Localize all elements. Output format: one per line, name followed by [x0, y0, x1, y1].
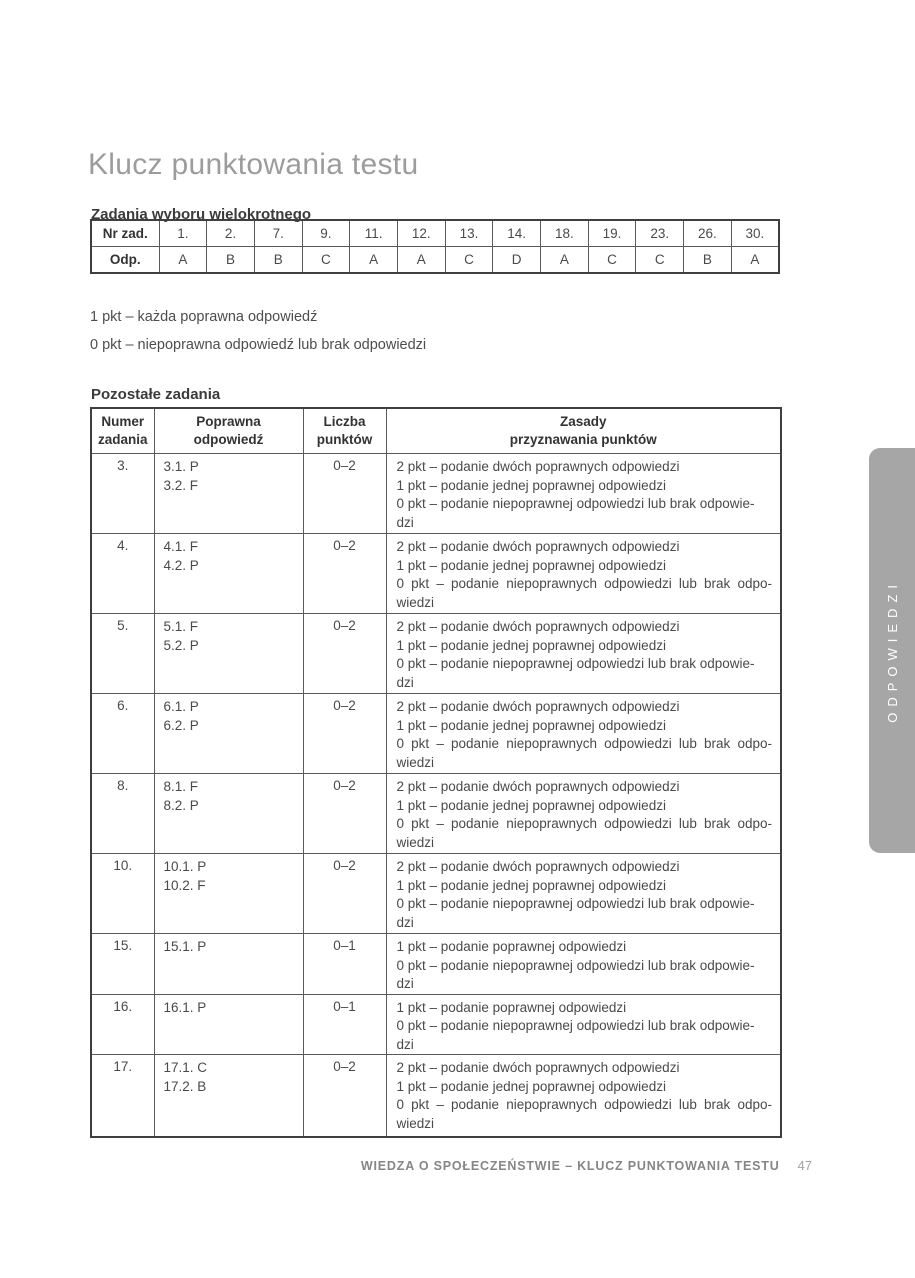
scoring-row-task-17: [91, 1055, 781, 1137]
answer-cell: B: [254, 247, 302, 274]
answer-line: 17.2. B: [163, 1078, 207, 1094]
task-number-cell: 7.: [254, 220, 302, 247]
header-line: odpowiedź: [193, 432, 264, 447]
answer-line: 3.1. P: [163, 459, 199, 474]
task-number-cell: 16.: [91, 994, 154, 1055]
rule-line: 1 pkt – podanie poprawnej odpowiedzi: [396, 939, 627, 954]
answer-line: 6.2. P: [163, 717, 199, 733]
answer-cell: A: [541, 247, 589, 274]
answer-line: 10.1. P: [163, 859, 207, 874]
scoring-row-task-4: [91, 534, 781, 614]
correct-answer-cell: [154, 854, 303, 934]
task-number-cell: 17.: [91, 1055, 154, 1137]
task-number-cell: 30.: [731, 220, 779, 247]
rule-line: 2 pkt – podanie dwóch poprawnych odpowiedzi: [396, 459, 680, 474]
header-line: punktów: [316, 432, 373, 447]
scoring-row-task-8: [91, 774, 781, 854]
note-line: 0 pkt – niepoprawna odpowiedź lub brak odpowiedzi: [90, 336, 427, 353]
scoring-rules-cell: [386, 694, 781, 774]
task-number-row: [91, 220, 779, 247]
task-number-cell: 11.: [350, 220, 398, 247]
row-label: Odp.: [91, 247, 159, 274]
scoring-rules-cell: [386, 774, 781, 854]
task-number-cell: 1.: [159, 220, 207, 247]
correct-answer-cell: [154, 934, 303, 995]
rule-line: 0 pkt – podanie niepoprawnej odpowiedzi lub brak odpowie-: [396, 1018, 755, 1033]
multiple-choice-answer-table: [90, 219, 780, 274]
scoring-row-task-3: [91, 454, 781, 534]
rule-line: 2 pkt – podanie dwóch poprawnych odpowiedzi: [396, 619, 680, 634]
points-range-cell: 0–2: [303, 774, 386, 854]
rule-line: dzi: [396, 914, 414, 930]
task-number-cell: 10.: [91, 854, 154, 934]
header-line: Poprawna: [196, 414, 261, 429]
answer-line: 8.2. P: [163, 797, 199, 813]
rule-line: 0 pkt – podanie niepoprawnej odpowiedzi lub brak odpowie-: [396, 957, 755, 973]
answer-cell: C: [445, 247, 493, 274]
header-line: zadania: [97, 432, 148, 447]
footer-running-title: WIEDZA O SPOŁECZEŃSTWIE – KLUCZ PUNKTOWANIA TESTU: [360, 1159, 780, 1173]
section-heading-other-tasks: Pozostałe zadania: [91, 386, 221, 404]
rule-line: 2 pkt – podanie dwóch poprawnych odpowiedzi: [396, 1060, 680, 1075]
note-line: 1 pkt – każda poprawna odpowiedź: [90, 309, 318, 325]
task-number-cell: 5.: [91, 614, 154, 694]
scoring-table-header-row: [91, 408, 781, 454]
rule-line: 1 pkt – podanie jednej poprawnej odpowiedzi: [396, 637, 666, 653]
points-range-cell: 0–2: [303, 534, 386, 614]
rule-line: 0 pkt – podanie niepoprawnej odpowiedzi lub brak odpowie-: [396, 496, 755, 511]
header-points: [303, 408, 386, 454]
scoring-rules-cell: [386, 854, 781, 934]
scoring-row-task-10: [91, 854, 781, 934]
scoring-rules-table: [90, 407, 782, 1138]
scoring-row-task-15: [91, 934, 781, 995]
answer-cell: A: [397, 247, 445, 274]
rule-line: dzi: [396, 1036, 414, 1052]
answer-line: 16.1. P: [163, 999, 207, 1015]
rule-line: 2 pkt – podanie dwóch poprawnych odpowiedzi: [396, 539, 680, 554]
chapter-tab-odpowiedzi: [869, 448, 915, 853]
answer-cell: A: [159, 247, 207, 274]
task-number-cell: 18.: [541, 220, 589, 247]
answer-cell: B: [684, 247, 732, 274]
answer-line: 4.2. P: [163, 557, 199, 573]
points-range-cell: 0–2: [303, 854, 386, 934]
header-rules: [386, 408, 781, 454]
answer-line: 6.1. P: [163, 699, 199, 714]
rule-line: 0 pkt – podanie niepoprawnej odpowiedzi lub brak odpowie-: [396, 656, 755, 671]
points-range-cell: 0–2: [303, 694, 386, 774]
answer-cell: D: [493, 247, 541, 274]
task-number-cell: 4.: [91, 534, 154, 614]
rule-line: 1 pkt – podanie jednej poprawnej odpowiedzi: [396, 717, 666, 733]
scoring-row-task-6: [91, 694, 781, 774]
rule-line: 1 pkt – podanie jednej poprawnej odpowiedzi: [396, 557, 666, 573]
answer-cell: A: [350, 247, 398, 274]
task-number-cell: 12.: [397, 220, 445, 247]
points-range-cell: 0–2: [303, 454, 386, 534]
correct-answer-cell: [154, 1055, 303, 1137]
scoring-notes: [90, 304, 426, 359]
rule-line: dzi: [396, 514, 414, 530]
task-number-cell: 9.: [302, 220, 350, 247]
answer-cell: B: [207, 247, 255, 274]
section-heading-multiple-choice: Zadania wyboru wielokrotnego: [91, 206, 312, 224]
task-number-cell: 14.: [493, 220, 541, 247]
header-task-number: [91, 408, 154, 454]
rule-line: 1 pkt – podanie jednej poprawnej odpowiedzi: [396, 797, 666, 813]
answer-line: 8.1. F: [163, 779, 199, 794]
page-title: Klucz punktowania testu: [88, 148, 419, 182]
answer-line: 3.2. F: [163, 477, 199, 493]
points-range-cell: 0–2: [303, 1055, 386, 1137]
answer-cell: C: [302, 247, 350, 274]
rule-line: 2 pkt – podanie dwóch poprawnych odpowiedzi: [396, 779, 680, 794]
task-number-cell: 13.: [445, 220, 493, 247]
rule-line: 0 pkt – podanie niepoprawnych odpowiedzi lub brak odpo-: [396, 576, 772, 591]
answer-cell: A: [731, 247, 779, 274]
rule-line: 2 pkt – podanie dwóch poprawnych odpowiedzi: [396, 699, 680, 714]
header-line: Zasady: [559, 414, 607, 429]
answer-line: 5.2. P: [163, 637, 199, 653]
answer-line: 4.1. F: [163, 539, 199, 554]
task-number-cell: 2.: [207, 220, 255, 247]
answer-line: 17.1. C: [163, 1060, 208, 1075]
header-line: Numer: [101, 414, 145, 429]
correct-answer-cell: [154, 454, 303, 534]
scoring-row-task-16: [91, 994, 781, 1055]
correct-answer-cell: [154, 534, 303, 614]
rule-line: 1 pkt – podanie poprawnej odpowiedzi: [396, 999, 627, 1015]
correct-answer-cell: [154, 774, 303, 854]
scoring-row-task-5: [91, 614, 781, 694]
rule-line: 2 pkt – podanie dwóch poprawnych odpowiedzi: [396, 859, 680, 874]
task-number-cell: 26.: [684, 220, 732, 247]
correct-answer-cell: [154, 614, 303, 694]
page-number: 47: [797, 1158, 812, 1173]
task-number-cell: 15.: [91, 934, 154, 995]
rule-line: 0 pkt – podanie niepoprawnej odpowiedzi lub brak odpowie-: [396, 896, 755, 911]
rule-line: 1 pkt – podanie jednej poprawnej odpowiedzi: [396, 877, 666, 893]
task-number-cell: 6.: [91, 694, 154, 774]
scoring-rules-cell: [386, 934, 781, 995]
correct-answer-cell: [154, 694, 303, 774]
rule-line: wiedzi: [396, 754, 435, 770]
rule-line: 1 pkt – podanie jednej poprawnej odpowiedzi: [396, 477, 666, 493]
points-range-cell: 0–2: [303, 614, 386, 694]
rule-line: dzi: [396, 674, 414, 690]
task-number-cell: 3.: [91, 454, 154, 534]
chapter-tab-label: ODPOWIEDZI: [884, 578, 900, 723]
rule-line: 0 pkt – podanie niepoprawnych odpowiedzi lub brak odpo-: [396, 816, 772, 831]
rule-line: dzi: [396, 976, 414, 991]
answer-row: [91, 247, 779, 274]
rule-line: wiedzi: [396, 834, 435, 850]
scoring-rules-cell: [386, 994, 781, 1055]
rule-line: 0 pkt – podanie niepoprawnych odpowiedzi lub brak odpo-: [396, 1097, 772, 1112]
task-number-cell: 8.: [91, 774, 154, 854]
task-number-cell: 23.: [636, 220, 684, 247]
scoring-rules-cell: [386, 614, 781, 694]
row-label: Nr zad.: [91, 220, 159, 247]
header-line: Liczba: [323, 414, 366, 429]
scoring-rules-cell: [386, 454, 781, 534]
scoring-rules-cell: [386, 534, 781, 614]
task-number-cell: 19.: [588, 220, 636, 247]
answer-line: 5.1. F: [163, 619, 199, 634]
correct-answer-cell: [154, 994, 303, 1055]
header-correct-answer: [154, 408, 303, 454]
rule-line: 0 pkt – podanie niepoprawnych odpowiedzi lub brak odpo-: [396, 736, 772, 751]
points-range-cell: 0–1: [303, 994, 386, 1055]
answer-line: 10.2. F: [163, 877, 206, 893]
answer-cell: C: [636, 247, 684, 274]
rule-line: wiedzi: [396, 594, 435, 610]
answer-cell: C: [588, 247, 636, 274]
answer-line: 15.1. P: [163, 939, 207, 954]
page-footer: [90, 1158, 812, 1173]
points-range-cell: 0–1: [303, 934, 386, 995]
scoring-rules-cell: [386, 1055, 781, 1137]
rule-line: 1 pkt – podanie jednej poprawnej odpowiedzi: [396, 1078, 666, 1094]
rule-line: wiedzi: [396, 1115, 435, 1131]
header-line: przyznawania punktów: [509, 432, 657, 447]
